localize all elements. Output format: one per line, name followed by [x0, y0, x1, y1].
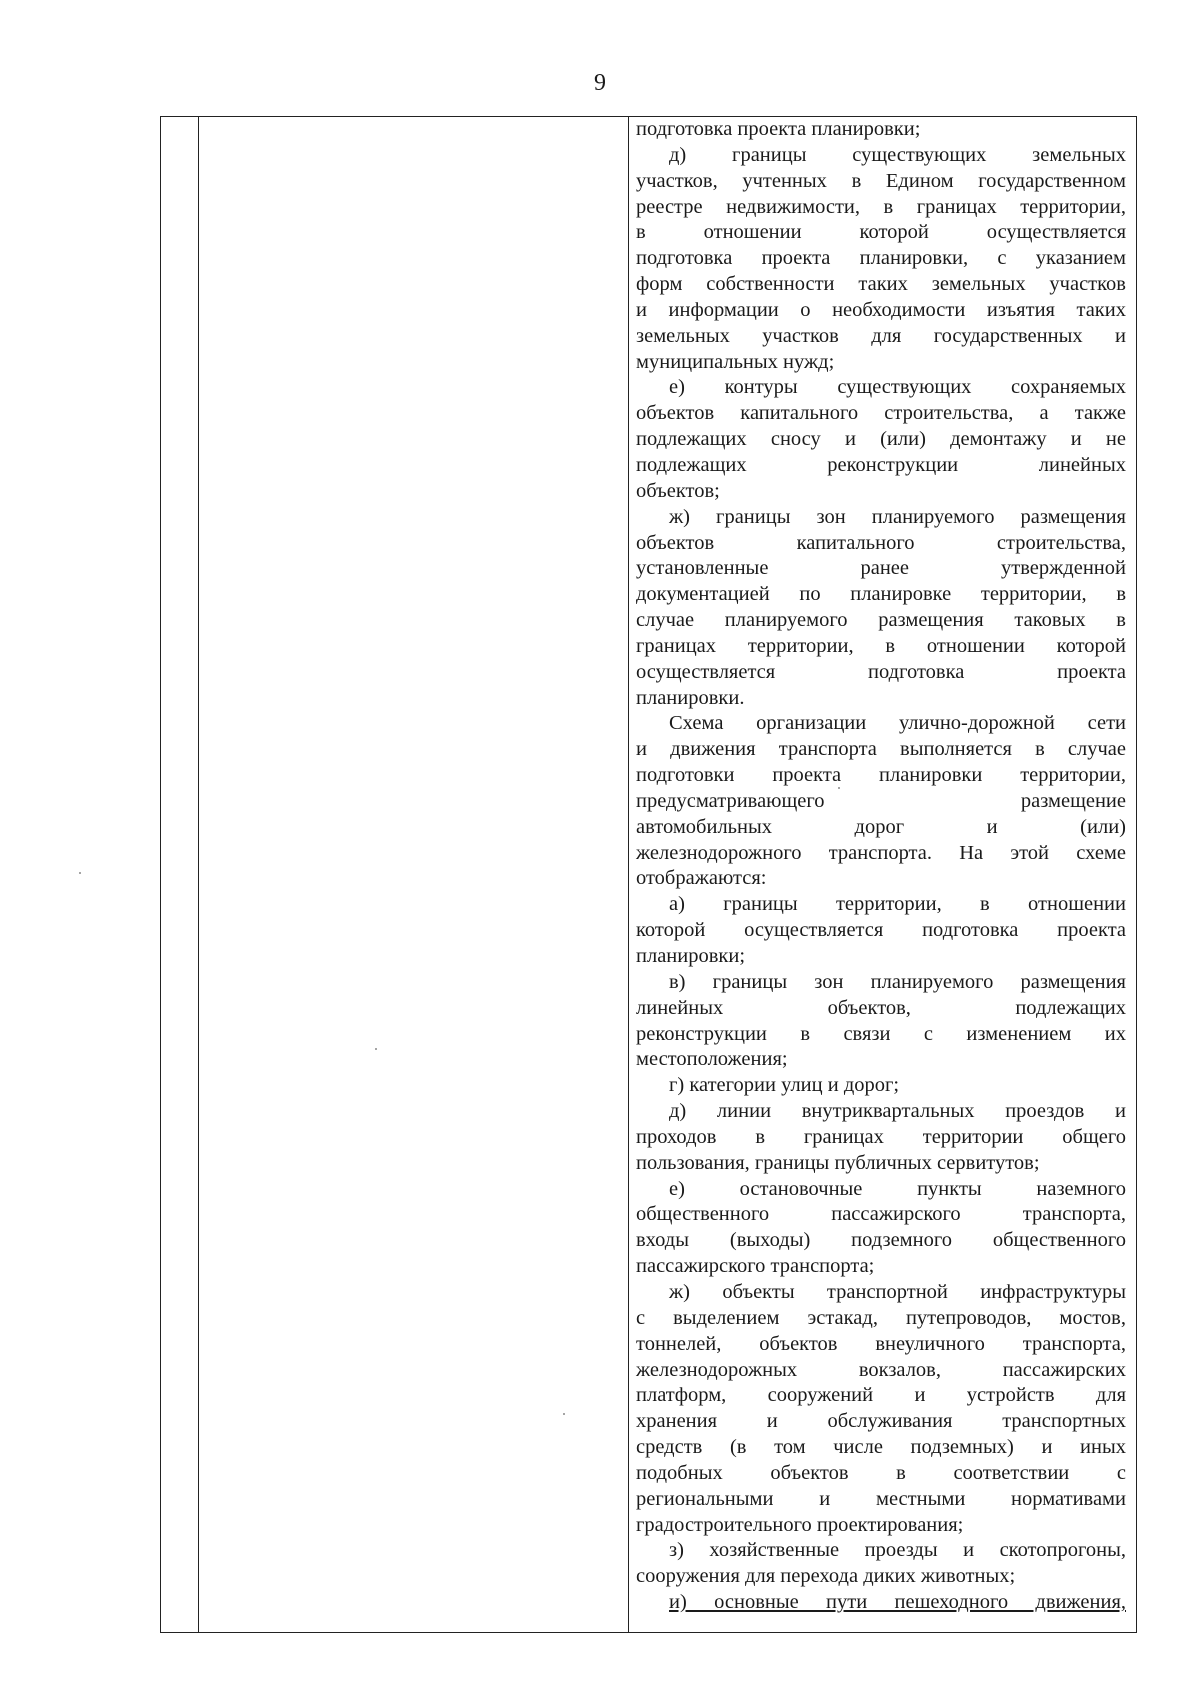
table-column-divider	[198, 117, 199, 1632]
text-line: д) линии внутриквартальных проездов и	[669, 1100, 1126, 1123]
text-line: осуществляется подготовка проекта	[636, 660, 1126, 683]
text-line: железнодорожного транспорта. На этой схеме	[636, 841, 1126, 864]
document-table	[160, 116, 1137, 1633]
text-line: объектов капитального строительства,	[636, 531, 1126, 554]
text-line: объектов капитального строительства, а также	[636, 402, 1126, 425]
text-line: которой осуществляется подготовка проекта	[636, 919, 1126, 942]
scan-speck	[79, 872, 81, 874]
text-line: в отношении которой осуществляется	[636, 221, 1126, 244]
text-line: подготовка проекта планировки;	[636, 118, 921, 140]
text-line: с выделением эстакад, путепроводов, мостов,	[636, 1306, 1126, 1329]
text-line: подлежащих сносу и (или) демонтажу и не	[636, 428, 1126, 451]
text-line: региональными и местными нормативами	[636, 1487, 1126, 1510]
text-line: г) категории улиц и дорог;	[669, 1074, 900, 1097]
text-line: ж) границы зон планируемого размещения	[669, 505, 1126, 528]
text-line: е) контуры существующих сохраняемых	[669, 376, 1126, 399]
text-line: участков, учтенных в Едином государственном	[636, 169, 1126, 192]
scan-speck	[563, 1413, 565, 1415]
text-line: местоположения;	[636, 1048, 788, 1071]
text-line: проходов в границах территории общего	[636, 1125, 1126, 1148]
text-line: планировки.	[636, 686, 745, 709]
text-line: земельных участков для государственных и	[636, 324, 1126, 347]
table-text-cell	[636, 117, 1126, 1616]
text-line: пассажирского транспорта;	[636, 1255, 875, 1278]
text-line: средств (в том числе подземных) и иных	[636, 1436, 1126, 1459]
text-line: автомобильных дорог и (или)	[636, 815, 1126, 838]
text-line: и) основные пути пешеходного движения,	[669, 1591, 1126, 1614]
text-line: Схема организации улично-дорожной сети	[669, 712, 1126, 735]
text-line: предусматривающего размещение	[636, 789, 1126, 812]
text-line: случае планируемого размещения таковых в	[636, 609, 1126, 632]
text-line: документацией по планировке территории, в	[636, 583, 1126, 606]
text-line: з) хозяйственные проезды и скотопрогоны,	[669, 1539, 1126, 1562]
text-line: тоннелей, объектов внеуличного транспорта,	[636, 1332, 1126, 1355]
text-line: е) остановочные пункты наземного	[669, 1177, 1126, 1200]
text-line: пользования, границы публичных сервитутов;	[636, 1151, 1040, 1174]
text-line: объектов;	[636, 479, 720, 502]
text-line: подобных объектов в соответствии с	[636, 1461, 1126, 1484]
text-line: отображаются:	[636, 867, 767, 890]
text-line: муниципальных нужд;	[636, 350, 835, 373]
text-line: реконструкции в связи с изменением их	[636, 1022, 1126, 1045]
text-line: платформ, сооружений и устройств для	[636, 1384, 1126, 1407]
table-column-divider	[628, 117, 629, 1632]
text-line: сооружения для перехода диких животных;	[636, 1565, 1016, 1588]
text-line: д) границы существующих земельных	[669, 143, 1126, 166]
text-line: а) границы территории, в отношении	[669, 893, 1126, 916]
text-line: планировки;	[636, 945, 746, 967]
text-line: подлежащих реконструкции линейных	[636, 453, 1126, 476]
text-line: и информации о необходимости изъятия таких	[636, 298, 1126, 321]
scan-speck	[375, 1048, 377, 1050]
page-number: 9	[594, 70, 606, 96]
text-line: железнодорожных вокзалов, пассажирских	[636, 1358, 1126, 1381]
text-line: реестре недвижимости, в границах территории,	[636, 195, 1126, 218]
text-line: общественного пассажирского транспорта,	[636, 1203, 1126, 1226]
text-line: подготовка проекта планировки, с указанием	[636, 247, 1126, 270]
text-line: ж) объекты транспортной инфраструктуры	[669, 1280, 1126, 1303]
text-line: линейных объектов, подлежащих	[636, 996, 1126, 1019]
text-line: границах территории, в отношении которой	[636, 634, 1126, 657]
text-line: в) границы зон планируемого размещения	[669, 970, 1126, 993]
text-line: форм собственности таких земельных участков	[636, 273, 1126, 296]
text-line: и движения транспорта выполняется в случае	[636, 738, 1126, 761]
scan-speck	[838, 787, 840, 789]
text-line: хранения и обслуживания транспортных	[636, 1410, 1126, 1433]
text-line: установленные ранее утвержденной	[636, 557, 1126, 580]
text-line: градостроительного проектирования;	[636, 1513, 964, 1536]
text-line: входы (выходы) подземного общественного	[636, 1229, 1126, 1252]
text-line: подготовки проекта планировки территории,	[636, 764, 1126, 787]
